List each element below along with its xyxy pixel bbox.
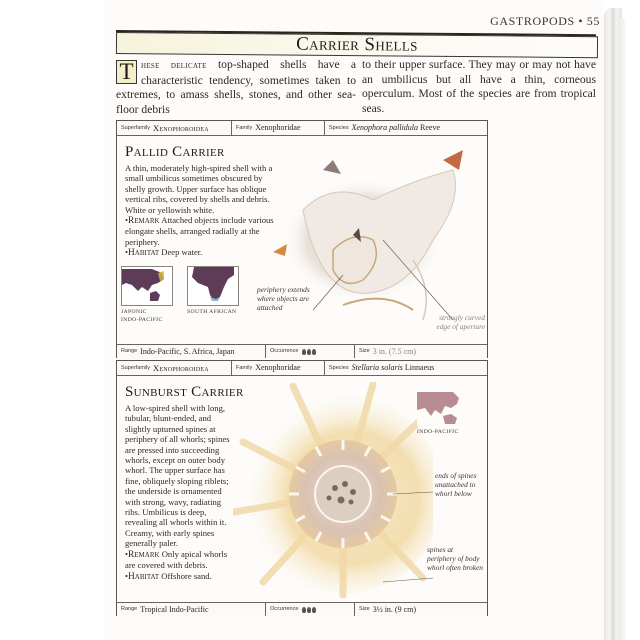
footer-row (117, 344, 487, 358)
family-label: Family (236, 365, 253, 371)
family-cell (232, 121, 325, 135)
size-label: Size (359, 606, 370, 612)
species-label: Species (329, 125, 349, 131)
remark-paragraph: •Remark Attached objects include various elongate shells, arranged radially at the periphery. (125, 215, 274, 247)
size-cell (355, 345, 487, 358)
intro-column-2: to their upper surface. They may or may not have an umbilicus but all have a thin, corneous operculum. Most of the species are from tropical seas. (362, 58, 596, 115)
size-cell (355, 603, 487, 616)
section-title: Carrier Shells (296, 33, 418, 56)
range-cell (117, 345, 266, 358)
species-name: Stellaria solaris (351, 363, 403, 372)
taxonomy-row (117, 361, 487, 376)
callout-aperture: strongly curved edge of aperture (436, 313, 485, 331)
range-label: Range (121, 606, 138, 612)
species-author: Linnaeus (404, 363, 435, 372)
footer-row (117, 602, 487, 616)
species-author: Reeve (420, 123, 441, 132)
range-map-indo-pacific (417, 392, 463, 426)
occurrence-shell-icon (307, 607, 311, 613)
habitat-label: Habitat (128, 571, 160, 582)
map-label-line2: INDO-PACIFIC (121, 317, 163, 323)
occurrence-cell (266, 345, 355, 358)
family-cell (232, 361, 325, 375)
habitat-text: Deep water. (161, 247, 203, 258)
drop-cap: T (116, 60, 137, 84)
occurrence-shell-icon (302, 349, 306, 355)
habitat-paragraph: •Habitat Deep water. (125, 247, 203, 259)
card-body (117, 136, 487, 344)
size-label: Size (359, 348, 370, 354)
occurrence-label: Occurrence (270, 348, 299, 354)
range-map-japonic (121, 266, 173, 306)
species-description: A low-spired shell with long, tubular, blunt-ended, and slightly upturned spines at periphery of all whorls; spines are pressed into succeeding whorls, except on outer body whorl. The upper surface has fine, obliquely sloping riblets; the underside is ornamented with strong, wavy, radiating ribs. Umbilicus is deep, revealing all whorls within it. Creamy, with early spines generally paler. (125, 403, 230, 549)
callout-spine-ends: ends of spines unattached to whorl below (435, 471, 477, 498)
superfamily-value: Xenophoroidea (153, 363, 209, 373)
occurrence-shell-icon (312, 349, 316, 355)
species-cell (325, 121, 487, 135)
map-africa-icon (188, 267, 238, 305)
page-stack-edge-inner (620, 18, 626, 640)
species-common-name: Pallid Carrier (125, 144, 225, 160)
species-common-name: Sunburst Carrier (125, 384, 244, 400)
species-description-block (125, 163, 275, 259)
superfamily-cell (117, 361, 232, 375)
callout-periphery-spines: spines at periphery of body whorl often broken (427, 545, 483, 572)
map-label-line1: JAPONIC (121, 309, 147, 315)
intro-column-1 (116, 58, 356, 117)
taxonomy-row (117, 121, 487, 136)
intro-lead-in: hese delicate (141, 60, 207, 71)
species-name: Xenophora pallidula (351, 123, 419, 132)
species-card-sunburst-carrier (116, 360, 488, 616)
occurrence-cell (266, 603, 355, 616)
callout-periphery: periphery extends where objects are attached (257, 285, 310, 312)
superfamily-label: Superfamily (121, 125, 151, 131)
range-value: Tropical Indo-Pacific (140, 605, 209, 614)
size-value: 3 in. (7.5 cm) (372, 347, 417, 356)
remark-label: Remark (128, 549, 160, 560)
species-label: Species (329, 365, 349, 371)
map-indo-pacific-icon (417, 392, 463, 426)
species-description: A thin, moderately high-spired shell with a small umbilicus sometimes obscured by shelly growth. Upper surface has oblique vertical ribs, covered by shells and debris. White or yellowish white. (125, 163, 273, 215)
superfamily-label: Superfamily (121, 365, 151, 371)
section-title-box (116, 32, 598, 58)
intro-col1-text: top-shaped shells have a characteristic tendency, sometimes taken to extremes, to amass shells, stones, and other sea-floor debris (116, 58, 357, 116)
occurrence-shell-icon (302, 607, 306, 613)
remark-label: Remark (128, 216, 160, 227)
occurrence-shell-icon (307, 349, 311, 355)
family-value: Xenophoridae (255, 363, 301, 372)
range-map-south-african (187, 266, 239, 306)
superfamily-cell (117, 121, 232, 135)
map-label-indo-pacific: INDO-PACIFIC (417, 429, 459, 435)
map-label-south-african (187, 308, 237, 316)
species-cell (325, 361, 487, 375)
range-label: Range (121, 348, 138, 354)
habitat-label: Habitat (128, 248, 160, 259)
habitat-paragraph: •Habitat Offshore sand. (125, 570, 212, 582)
remark-paragraph: •Remark Only apical whorls are covered with debris. (125, 548, 228, 571)
map-label-line1: SOUTH AFRICAN (187, 309, 237, 315)
species-description-block (125, 403, 233, 582)
running-head: GASTROPODS • 55 (490, 14, 600, 28)
map-label-japonic (121, 308, 163, 324)
occurrence-label: Occurrence (270, 606, 299, 612)
remark-text: Only apical whorls are covered with debris. (125, 548, 228, 571)
sunburst-carrier-shell-image (233, 382, 433, 598)
superfamily-value: Xenophoroidea (153, 123, 209, 133)
family-value: Xenophoridae (255, 123, 301, 132)
habitat-text: Offshore sand. (161, 570, 212, 581)
size-value: 3½ in. (9 cm) (372, 605, 417, 614)
remark-text: Attached objects include various elongate shells, arranged radially at the periphery. (125, 215, 274, 247)
map-asia-icon (122, 267, 172, 305)
occurrence-shell-icon (312, 607, 316, 613)
species-card-pallid-carrier (116, 120, 488, 358)
family-label: Family (236, 125, 253, 131)
range-cell (117, 603, 266, 616)
card-body (117, 376, 487, 602)
range-value: Indo-Pacific, S. Africa, Japan (140, 347, 235, 356)
